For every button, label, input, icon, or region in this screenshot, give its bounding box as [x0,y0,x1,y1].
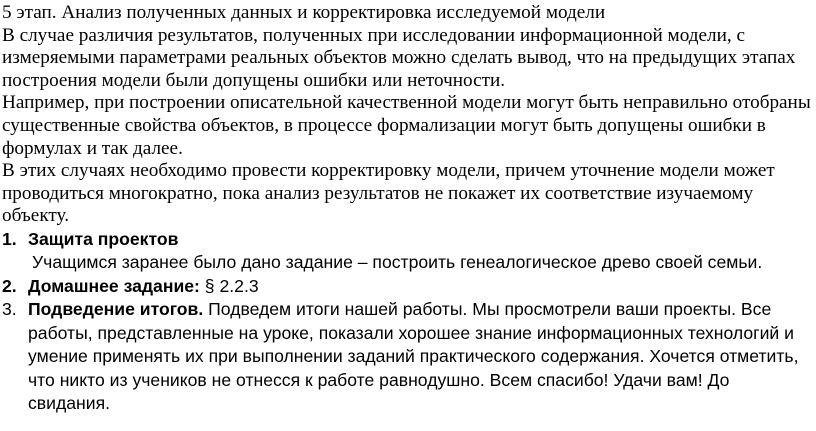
list-item-number: 1. [2,228,17,249]
list-item [2,298,816,416]
list-item-number: 2. [2,275,17,296]
paragraph-correction: В этих случаях необходимо провести корректировку модели, причем уточнение модели может проводиться многократно, пока анализ результатов не покажет их соответствие изучаемому объекту. [2,160,775,227]
list-item [2,275,816,299]
list-item-number: 3. [2,299,17,320]
paragraph-example: Например, при построении описательной качественной модели могут быть неправильно отобраны существенные свойства объектов, в процессе формализации могут быть допущены ошибки в формулах и так далее. [2,92,811,159]
list-item-title: Домашнее задание: [28,275,200,296]
list-item-title: Подведение итогов. [28,299,204,320]
list-item-subtext: Учащимся заранее было дано задание – построить генеалогическое древо своей семьи. [32,252,763,273]
stage-heading: 5 этап. Анализ полученных данных и корректировка исследуемой модели [2,2,606,23]
paragraph-results-difference: В случае различия результатов, полученных при исследовании информационной модели, с измеряемыми параметрами реальных объектов можно сделать вывод, что на предыдущих этапах построения модели были допущены ошибки или неточности. [2,24,796,91]
list-item-title: Защита проектов [28,228,179,249]
list-item [2,228,816,275]
list-item-text: § 2.2.3 [199,275,259,296]
list-item-text: Подведем итоги нашей работы. Мы просмотрели ваши проекты. Все работы, представленные на уроке, показали хорошее знание информационных технологий и умение применять их при выполнении заданий практического содержания. Хочется отметить, что никто из учеников не отнесся к работе равнодушно. Всем спасибо! Удачи вам! До свидания. [28,299,799,414]
